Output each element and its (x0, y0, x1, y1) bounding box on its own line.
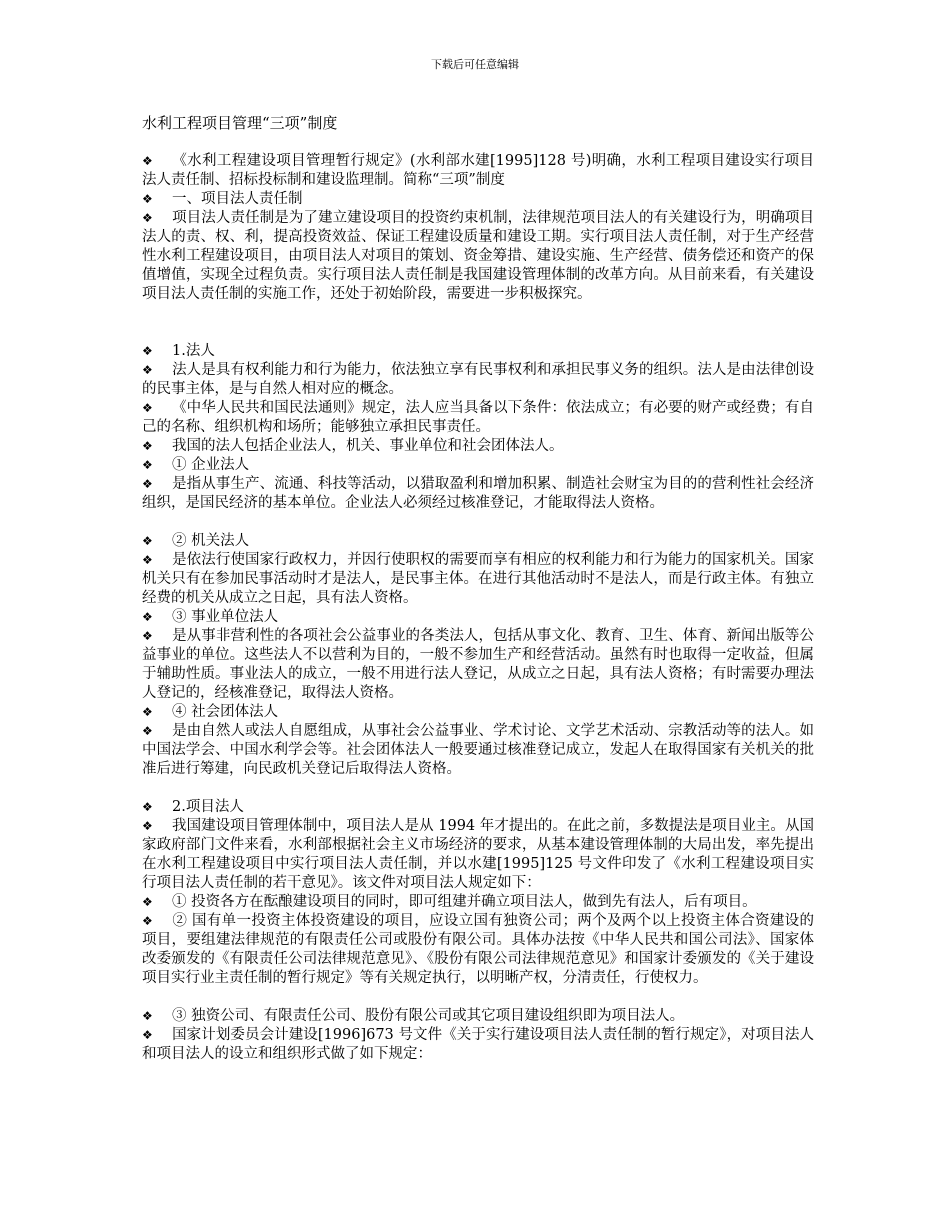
bullet-icon: ❖ (142, 439, 153, 453)
paragraph (142, 399, 814, 437)
paragraph-text: ③ 独资公司、有限责任公司、股份有限公司或其它项目建设组织即为项目法人。 (172, 1008, 685, 1024)
bullet-icon: ❖ (142, 211, 153, 225)
blank-line (142, 779, 814, 798)
paragraph-text: ① 投资各方在酝酿建设项目的同时，即可组建并确立项目法人，做到先有法人，后有项目。 (172, 894, 757, 910)
page-header: 下载后可任意编辑 (431, 58, 519, 71)
bullet-icon: ❖ (142, 629, 153, 643)
bullet-icon: ❖ (142, 705, 153, 719)
paragraph (142, 551, 814, 608)
paragraph-text: 是指从事生产、流通、科技等活动，以猎取盈利和增加积累、制造社会财宝为目的的营利性社会经济组织，是国民经济的基本单位。企业法人必须经过核准登记，才能取得法人资格。 (142, 476, 814, 511)
paragraph-text: 是由自然人或法人自愿组成，从事社会公益事业、学术讨论、文学艺术活动、宗教活动等的法人。如中国法学会、中国水利学会等。社会团体法人一般要通过核准登记成立，发起人在取得国家有关机关的批准后进行筹建，向民政机关登记后取得法人资格。 (142, 723, 814, 777)
document-body (142, 114, 814, 1064)
document-title: 水利工程项目管理“三项”制度 (142, 114, 338, 132)
paragraph-text: 1.法人 (172, 343, 215, 359)
paragraph (142, 722, 814, 779)
bullet-icon: ❖ (142, 800, 153, 814)
section-heading (142, 190, 814, 209)
section-heading (142, 342, 814, 361)
section-heading (142, 703, 814, 722)
blank-line (142, 304, 814, 323)
paragraph-text: 是依法行使国家行政权力，并因行使职权的需要而享有相应的权利能力和行为能力的国家机关。国家机关只有在参加民事活动时才是法人，是民事主体。在进行其他活动时不是法人，而是行政主体。有独立经费的机关从成立之日起，具有法人资格。 (142, 552, 814, 606)
bullet-icon: ❖ (142, 401, 153, 415)
blank-line (142, 323, 814, 342)
paragraph (142, 817, 814, 893)
paragraph-text: ② 国有单一投资主体投资建设的项目，应设立国有独资公司；两个及两个以上投资主体合资建设的项目，要组建法律规范的有限责任公司或股份有限公司。具体办法按《中华人民共和国公司法》、国家体改委颁发的《有限责任公司法律规范意见》、《股份有限公司法律规范意见》和国家计委颁发的《关于建设项目实行业主责任制的暂行规定》等有关规定执行，以明晰产权，分清责任，行使权力。 (142, 913, 814, 986)
paragraph (142, 152, 814, 190)
paragraph-text: 是从事非营利性的各项社会公益事业的各类法人，包括从事文化、教育、卫生、体育、新闻出版等公益事业的单位。这些法人不以营利为目的，一般不参加生产和经营活动。虽然有时也取得一定收益，但属于辅助性质。事业法人的成立，一般不用进行法人登记，从成立之日起，具有法人资格；有时需要办理法人登记的，经核准登记，取得法人资格。 (142, 628, 814, 701)
paragraph-text: ① 企业法人 (172, 457, 250, 473)
paragraph-text: 《中华人民共和国民法通则》规定，法人应当具备以下条件：依法成立；有必要的财产或经费；有自己的名称、组织机构和场所；能够独立承担民事责任。 (142, 400, 814, 435)
bullet-icon: ❖ (142, 895, 153, 909)
paragraph-text: ③ 事业单位法人 (172, 609, 279, 625)
bullet-icon: ❖ (142, 534, 153, 548)
paragraph-text: 国家计划委员会计建设[1996]673 号文件《关于实行建设项目法人责任制的暂行规定》，对项目法人和项目法人的设立和组织形式做了如下规定： (142, 1027, 814, 1062)
section-heading (142, 456, 814, 475)
bullet-icon: ❖ (142, 344, 153, 358)
paragraph-text: 我国建设项目管理体制中，项目法人是从 1994 年才提出的。在此之前，多数提法是项目业主。从国家政府部门文件来看，水利部根据社会主义市场经济的要求，从基本建设管理体制的大局出发，率先提出在水利工程建设项目中实行项目法人责任制，并以水建[1995]125 号文件印发了《水利工程建设项目实行项目法人责任制的若干意见》。该文件对项目法人规定如下： (142, 818, 814, 891)
paragraph-text: 2.项目法人 (172, 799, 244, 815)
bullet-icon: ❖ (142, 154, 153, 168)
paragraph-text: ② 机关法人 (172, 533, 250, 549)
bullet-icon: ❖ (142, 553, 153, 567)
blank-line (142, 513, 814, 532)
section-heading (142, 798, 814, 817)
paragraph-text: ④ 社会团体法人 (172, 704, 279, 720)
paragraph (142, 1007, 814, 1026)
paragraph (142, 475, 814, 513)
section-heading (142, 532, 814, 551)
section-heading (142, 608, 814, 627)
bullet-icon: ❖ (142, 363, 153, 377)
paragraph-text: 一、项目法人责任制 (172, 191, 303, 207)
paragraph (142, 1026, 814, 1064)
bullet-icon: ❖ (142, 724, 153, 738)
paragraph-text: 《水利工程建设项目管理暂行规定》(水利部水建[1995]128 号)明确，水利工程项目建设实行项目法人责任制、招标投标制和建设监理制。简称“三项”制度 (142, 153, 814, 188)
bullet-icon: ❖ (142, 458, 153, 472)
bullet-icon: ❖ (142, 914, 153, 928)
paragraph-text: 项目法人责任制是为了建立建设项目的投资约束机制，法律规范项目法人的有关建设行为，明确项目法人的责、权、利，提高投资效益、保证工程建设质量和建设工期。实行项目法人责任制，对于生产经营性水利工程建设项目，由项目法人对项目的策划、资金筹措、建设实施、生产经营、债务偿还和资产的保值增值，实现全过程负责。实行项目法人责任制是我国建设管理体制的改革方向。从目前来看，有关建设项目法人责任制的实施工作，还处于初始阶段，需要进一步积极探究。 (142, 210, 814, 302)
blank-line (142, 988, 814, 1007)
bullet-icon: ❖ (142, 1028, 153, 1042)
bullet-icon: ❖ (142, 610, 153, 624)
paragraph-text: 我国的法人包括企业法人，机关、事业单位和社会团体法人。 (172, 438, 564, 454)
paragraph (142, 912, 814, 988)
bullet-icon: ❖ (142, 192, 153, 206)
bullet-icon: ❖ (142, 477, 153, 491)
paragraph (142, 209, 814, 304)
bullet-icon: ❖ (142, 1009, 153, 1023)
paragraph (142, 361, 814, 399)
paragraph (142, 437, 814, 456)
paragraph (142, 627, 814, 703)
paragraph-text: 法人是具有权利能力和行为能力，依法独立享有民事权利和承担民事义务的组织。法人是由法律创设的民事主体，是与自然人相对应的概念。 (142, 362, 814, 397)
bullet-icon: ❖ (142, 819, 153, 833)
paragraph (142, 893, 814, 912)
